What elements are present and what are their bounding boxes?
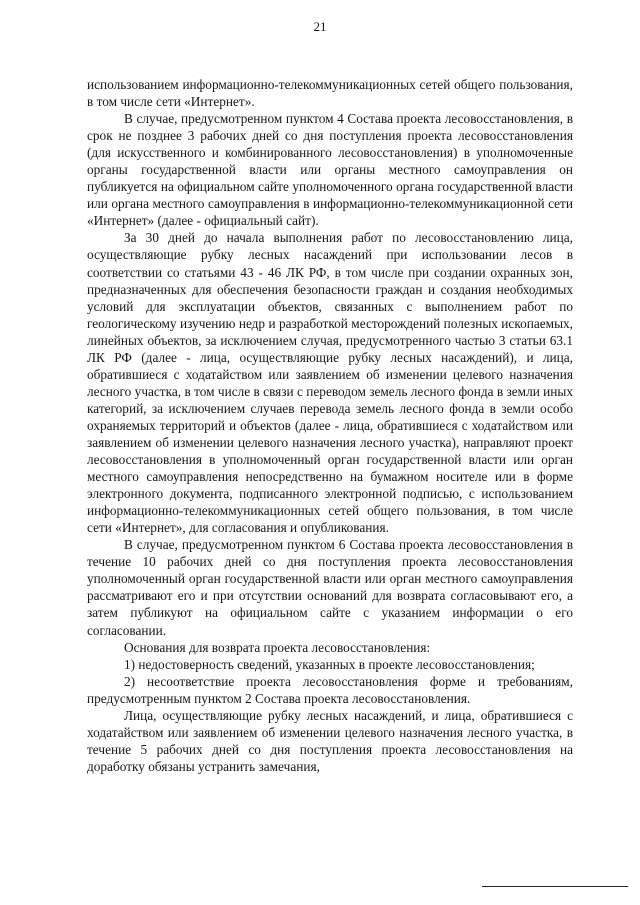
list-item-return-ground-2: 2) несоответствие проекта лесовосстановления форме и требованиям, предусмотренным пунктом 2 Состава проекта лесовосстановления. [87,673,573,706]
paragraph-return-grounds-heading: Основания для возврата проекта лесовосстановления: [124,639,431,655]
paragraph-publication-clause: В случае, предусмотренном пунктом 4 Состава проекта лесовосстановления, в срок не позднее 3 рабочих дней со дня поступления проекта лесовосстановления (для искусственного и комбинированного лесовосстановления) в уполномоченные органы государственной власти или органы местного самоуправления он публикуется на официальном сайте уполномоченного органа государственной власти или органа местного самоуправления в информационно-телекоммуникационной сети «Интернет» (далее - официальный сайт). [87,111,573,229]
list-item-return-ground-1: 1) недостоверность сведений, указанных в проекте лесовосстановления; [124,656,535,672]
page-number: 21 [313,19,327,34]
paragraph-revision-clause: Лица, осуществляющие рубку лесных насаждений, и лица, обратившиеся с ходатайством или заявлением об изменении целевого назначения лесного участка, в течение 5 рабочих дней со дня поступления проекта лесовосстановления на доработку обязаны устранить замечания, [87,707,573,774]
paragraph-continuation: использованием информационно-телекоммуникационных сетей общего пользования, в том числе сети «Интернет». [87,77,573,110]
paragraph-submission-clause: За 30 дней до начала выполнения работ по лесовосстановлению лица, осуществляющие рубку лесных насаждений при использовании лесов в соответствии со статьями 43 - 46 ЛК РФ, в том числе при создании охранных зон, предназначенных для обеспечения безопасности граждан и создания необходимых условий для эксплуатации объектов, связанных с выполнением работ по геологическому изучению недр и разработкой месторождений полезных ископаемых, линейных объектов, за исключением случая, предусмотренного частью 3 статьи 63.1 ЛК РФ (далее - лица, осуществляющие рубку лесных насаждений), и лица, обратившиеся с ходатайством или заявлением об изменении целевого назначения лесного участка, в том числе в связи с переводом земель лесного фонда в земли иных категорий, за исключением случаев перевода земель лесного фонда в земли особо охраняемых территорий и объектов (далее - лица, обратившиеся с ходатайством или заявлением об изменении целевого назначения лесного участка), направляют проект лесовосстановления в уполномоченный орган государственной власти или орган местного самоуправления непосредственно на бумажном носителе или в форме электронного документа, подписанного электронной подписью, с использованием информационно-телекоммуникационных сетей общего пользования, в том числе сети «Интернет», для согласования и опубликования. [87,230,573,536]
document-body [87,76,573,775]
paragraph-approval-clause: В случае, предусмотренном пунктом 6 Состава проекта лесовосстановления в течение 10 рабочих дней со дня поступления проекта лесовосстановления уполномоченный орган государственной власти или орган местного самоуправления рассматривают его и при отсутствии оснований для возврата согласовывают его, а затем публикуют на официальном сайте с указанием информации о его согласовании. [87,537,573,638]
footer-divider [482,886,628,887]
